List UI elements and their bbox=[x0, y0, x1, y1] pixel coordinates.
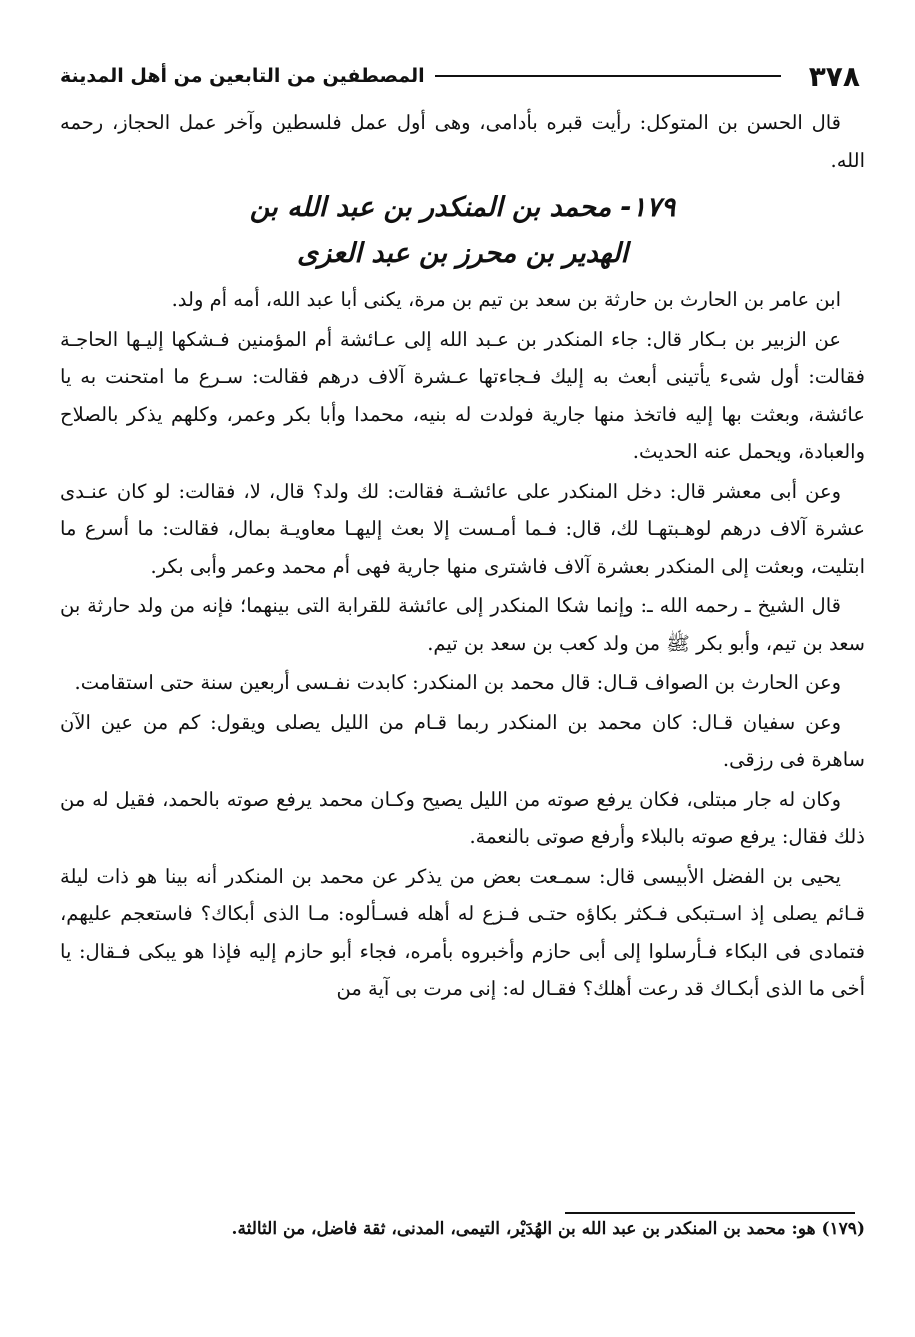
paragraph: قال الشيخ ـ رحمه الله ـ: وإنما شكا المنكدر إلى عائشة للقرابة التى بينهما؛ فإنه من ولد حارثة بن سعد بن تيم، وأبو بكر ﷺ من ولد كعب بن سعد بن تيم. bbox=[60, 594, 865, 655]
paragraph: قال الحسن بن المتوكل: رأيت قبره بأدامى، وهى أول عمل فلسطين وآخر عمل الحجاز، رحمه الله. bbox=[60, 111, 865, 172]
paragraph: وكان له جار مبتلى، فكان يرفع صوته من الليل يصيح وكـان محمد يرفع صوته بالحمد، فقيل له من ذلك فقال: يرفع صوته بالبلاء وأرفع صوتى بالنعمة. bbox=[60, 787, 865, 848]
heading-line-2: الهدير بن محرز بن عبد العزى bbox=[297, 238, 628, 269]
paragraph: ابن عامر بن الحارث بن حارثة بن سعد بن تيم بن مرة، يكنى أبا عبد الله، أمه أم ولد. bbox=[171, 288, 841, 311]
footnote: (١٧٩) هو: محمد بن المنكدر بن عبد الله بن الهُدَيْر، التيمى، المدنى، ثقة فاضل، من الثالثة. bbox=[231, 1219, 865, 1239]
paragraph: وعن أبى معشر قال: دخل المنكدر على عائشـة فقالت: لك ولد؟ قال، لا، فقالت: لو كان عنـدى عشرة آلاف درهم لوهـبتهـا لك، قال: فـما أمـست إلا بعث إليهـا معاويـة بمال، فقالت: ما أسرع ما ابتليت، وبعثت إلى المنكدر بعشرة آلاف فاشترى منها جارية فهى أم محمد وعمر وأبى بكر. bbox=[60, 479, 865, 578]
header-rule bbox=[435, 75, 781, 77]
main-text bbox=[60, 104, 865, 1010]
heading-line-1: ١٧٩- محمد بن المنكدر بن عبد الله بن bbox=[249, 192, 676, 223]
page-header bbox=[60, 56, 860, 96]
biography-heading bbox=[60, 185, 865, 277]
paragraph: وعن الحارث بن الصواف قـال: قال محمد بن المنكدر: كابدت نفـسى أربعين سنة حتى استقامت. bbox=[74, 671, 841, 694]
paragraph: وعن سفيان قـال: كان محمد بن المنكدر ربما قـام من الليل يصلى ويقول: كم من عين الآن ساهرة فى رزقى. bbox=[60, 710, 865, 771]
running-title: المصطفين من التابعين من أهل المدينة bbox=[60, 65, 425, 87]
paragraph: يحيى بن الفضل الأبيسى قال: سمـعت بعض من يذكر عن محمد بن المنكدر أنه بينا هو ذات ليلة قـائم يصلى إذ اسـتبكى فـكثر بكاؤه حتـى فـزع له أهله فسـألوه: مـا الذى أبكاك؟ فاستعجم عليهم، فتمادى فى البكاء فـأرسلوا إلى أبى حازم وأخبروه بأمره، فجاء أبو حازم إليه فإذا هو يبكى فـقال: يا أخى ما الذى أبكـاك قد رعت أهلك؟ فقـال له: إنى مرت بى آية من bbox=[60, 864, 865, 1000]
page-number: ٣٧٨ bbox=[808, 59, 860, 93]
paragraph: عن الزبير بن بـكار قال: جاء المنكدر بن عـبد الله إلى عـائشة أم المؤمنين فـشكها إليـها الحاجـة فقالت: أول شىء يأتينى أبعث به إليك فـجاءتها عـشرة آلاف درهم فقالت: سـرع ما امتحنت به يا عائشة، وبعثت بها إليه فاتخذ منها جارية فولدت له بنيه، محمدا وأبا بكر وعمر، وكلهم يذكر بالصلاح والعبادة، ويحمل عنه الحديث. bbox=[60, 327, 865, 463]
